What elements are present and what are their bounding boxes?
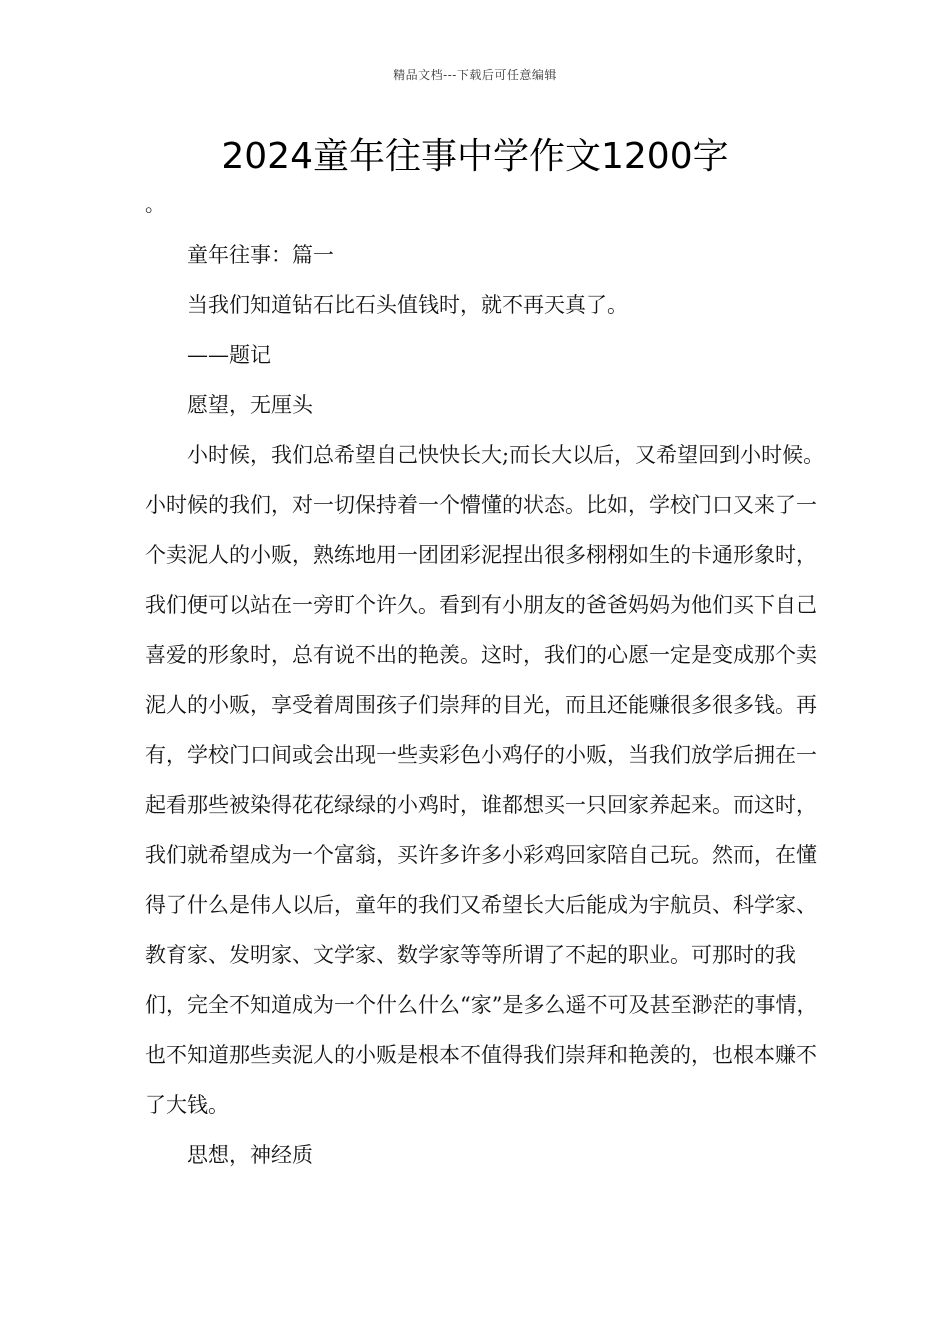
page-header: 精品文档---下载后可任意编辑 (393, 68, 557, 82)
paragraph-subheading-wishes: 愿望，无厘头 (187, 393, 313, 417)
paragraph-main: 小时候，我们总希望自己快快长大;而长大以后，又希望回到小时候。小时候的我们，对一切保持着一个懵懂的状态。比如，学校门口又来了一个卖泥人的小贩，熟练地用一团团彩泥捏出很多栩栩如生的卡通形象时，我们便可以站在一旁盯个许久。看到有小朋友的爸爸妈妈为他们买下自己喜爱的形象时，总有说不出的艳羡。这时，我们的心愿一定是变成那个卖泥人的小贩，享受着周围孩子们崇拜的目光，而且还能赚很多很多钱。再有，学校门口间或会出现一些卖彩色小鸡仔的小贩，当我们放学后拥在一起看那些被染得花花绿绿的小鸡时，谁都想买一只回家养起来。而这时，我们就希望成为一个富翁，买许多许多小彩鸡回家陪自己玩。然而，在懂得了什么是伟人以后，童年的我们又希望长大后能成为宇航员、科学家、教育家、发明家、文学家、数学家等等所谓了不起的职业。可那时的我们，完全不知道成为一个什么什么“家”是多么遥不可及甚至渺茫的事情，也不知道那些卖泥人的小贩是根本不值得我们崇拜和艳羡的，也根本赚不了大钱。 (145, 443, 825, 1117)
document-title: 2024童年往事中学作文1200字 (221, 136, 729, 177)
leading-mark: 。 (145, 192, 165, 216)
paragraph-section-heading: 童年往事：篇一 (187, 243, 334, 267)
paragraph-epigraph-attribution: ——题记 (187, 343, 271, 367)
paragraph-subheading-thoughts: 思想，神经质 (187, 1143, 313, 1167)
document-body (145, 230, 825, 1180)
paragraph-epigraph: 当我们知道钻石比石头值钱时，就不再天真了。 (187, 293, 628, 317)
